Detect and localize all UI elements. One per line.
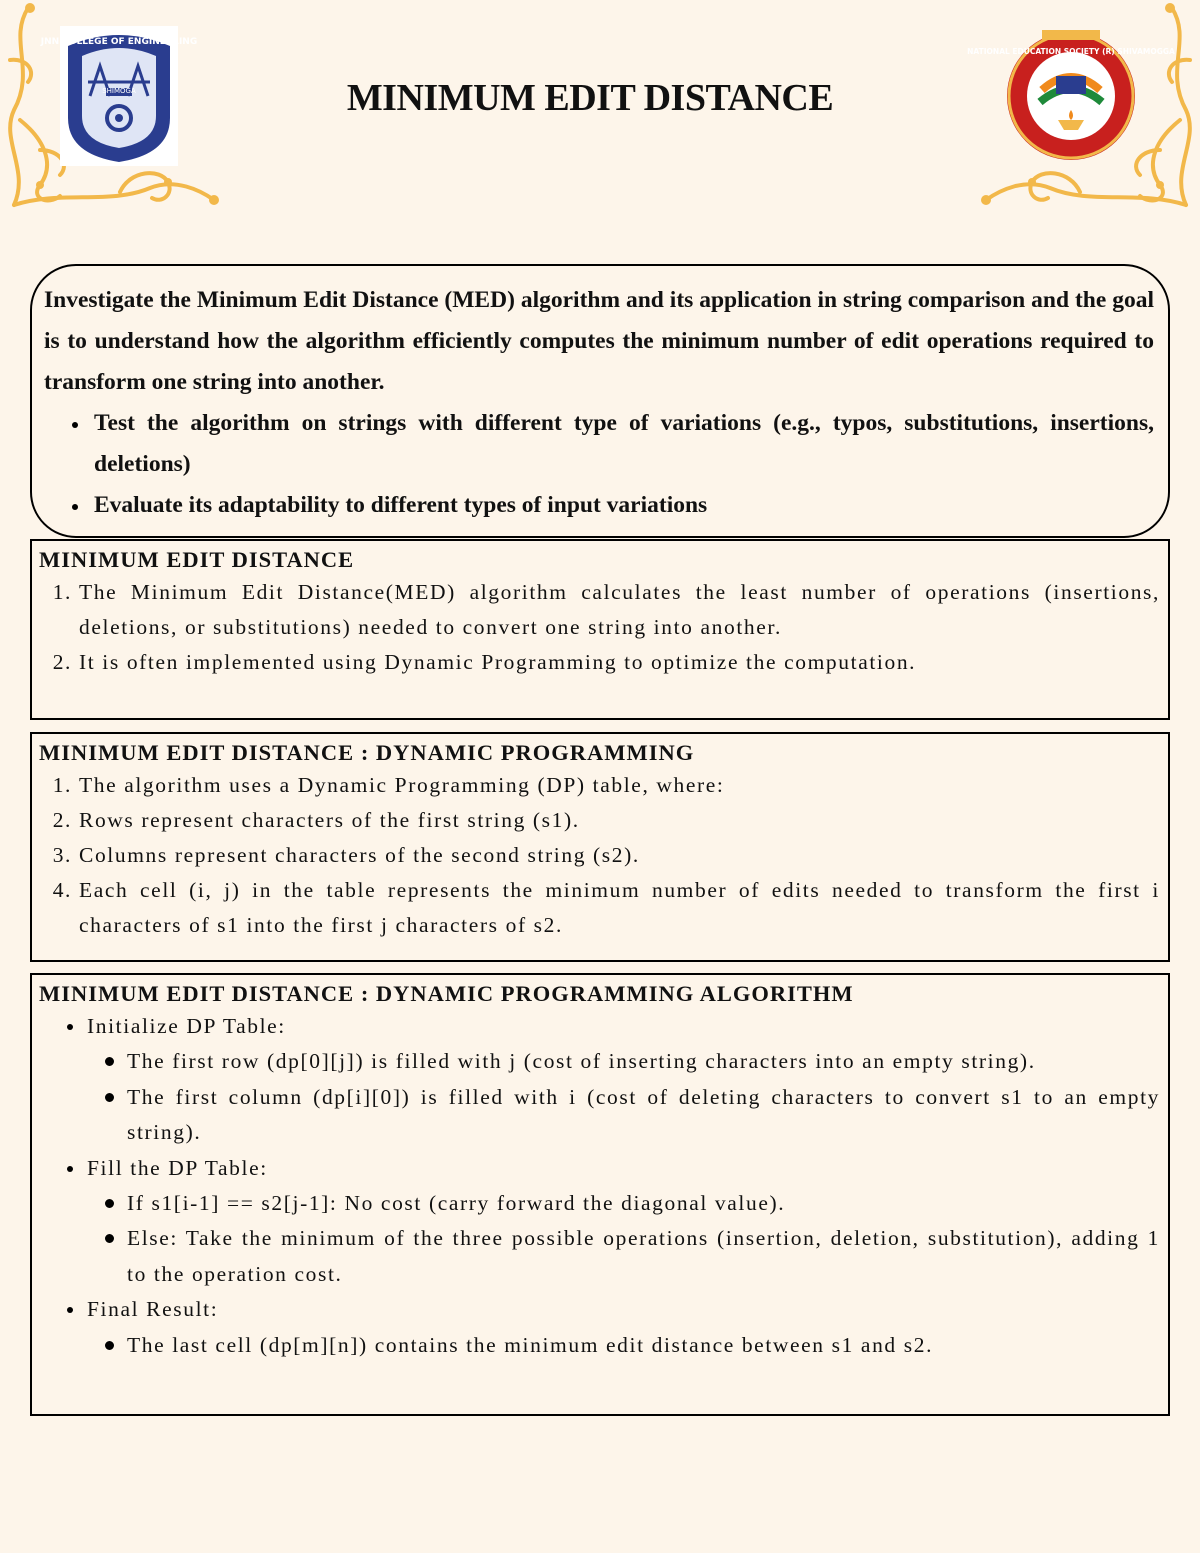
substep-item: The first column (dp[i][0]) is filled with i (cost of deleting characters to convert s1 to an empty string). [127, 1080, 1160, 1151]
svg-text:NATIONAL EDUCATION SOCIETY (R): NATIONAL EDUCATION SOCIETY (R) SHIVAMOGGA [967, 47, 1175, 56]
svg-text:JNN COLLEGE OF ENGINEERING: JNN COLLEGE OF ENGINEERING [40, 37, 198, 47]
step-label: Final Result: [87, 1297, 219, 1322]
algorithm-step [87, 1151, 1160, 1293]
list-item: 2. It is often implemented using Dynamic Programming to optimize the computation. [79, 645, 1160, 680]
algorithm-step [87, 1009, 1160, 1151]
algorithm-step [87, 1292, 1160, 1363]
substep-item: The last cell (dp[m][n]) contains the minimum edit distance between s1 and s2. [127, 1328, 1160, 1363]
objective-bullet: Test the algorithm on strings with different type of variations (e.g., typos, substitutions, insertions, deletions) [94, 403, 1154, 485]
step-label: Fill the DP Table: [87, 1155, 268, 1180]
substep-item: If s1[i-1] == s2[j-1]: No cost (carry forward the diagonal value). [127, 1186, 1160, 1221]
objective-bullet: Evaluate its adaptability to different types of input variations [94, 485, 1154, 526]
objective-intro: Investigate the Minimum Edit Distance (MED) algorithm and its application in string comparison and the goal is to understand how the algorithm efficiently computes the minimum number of edit operations required to transform one string into another. [44, 287, 1154, 395]
substep-item: Else: Take the minimum of the three possible operations (insertion, deletion, substitution), adding 1 to the operation cost. [127, 1221, 1160, 1292]
algorithm-steps [39, 1009, 1160, 1363]
section-title: MINIMUM EDIT DISTANCE : DYNAMIC PROGRAMMING [39, 740, 695, 765]
step-label: Initialize DP Table: [87, 1014, 286, 1038]
list-item: 1. The algorithm uses a Dynamic Programming (DP) table, where: [79, 768, 1160, 803]
step-substeps [87, 1186, 1160, 1292]
step-substeps [87, 1328, 1160, 1363]
list-item: 1. The Minimum Edit Distance(MED) algorithm calculates the least number of operations (insertions, deletions, or substitutions) needed to convert one string into another. [79, 575, 1160, 645]
substep-item: The first row (dp[0][j]) is filled with j (cost of inserting characters into an empty string). [127, 1044, 1160, 1079]
objective-box [30, 264, 1170, 538]
page-title: MINIMUM EDIT DISTANCE [346, 77, 834, 119]
section-title: MINIMUM EDIT DISTANCE [39, 547, 355, 572]
section-dp-algorithm [30, 973, 1170, 1416]
section-dynamic-programming [30, 732, 1170, 962]
numbered-list [39, 768, 1160, 943]
objective-bullets [44, 403, 1154, 526]
list-item: 3. Columns represent characters of the second string (s2). [79, 838, 1160, 873]
svg-text:SHIMOGA: SHIMOGA [102, 87, 136, 95]
section-med-overview [30, 539, 1170, 720]
numbered-list [39, 575, 1160, 680]
step-substeps [87, 1044, 1160, 1150]
list-item: 2. Rows represent characters of the first string (s1). [79, 803, 1160, 838]
section-title: MINIMUM EDIT DISTANCE : DYNAMIC PROGRAMMING ALGORITHM [39, 981, 854, 1006]
list-item: 4. Each cell (i, j) in the table represents the minimum number of edits needed to transform the first i characters of s1 into the first j characters of s2. [79, 873, 1160, 943]
